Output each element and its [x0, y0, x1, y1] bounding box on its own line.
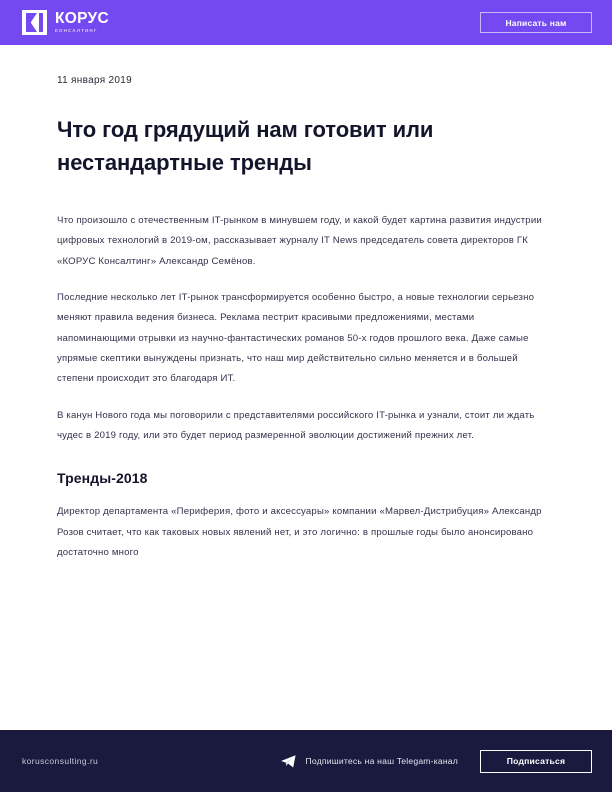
- footer-site-url[interactable]: korusconsulting.ru: [22, 756, 99, 766]
- page-title: Что год грядущий нам готовит или нестандартные тренды: [57, 117, 434, 175]
- write-to-us-button[interactable]: Написать нам: [480, 12, 592, 33]
- telegram-icon: [280, 753, 297, 770]
- site-footer: [0, 730, 612, 792]
- article-paragraph-1: Что произошло с отечественным IT-рынком в минувшем году, и какой будет картина развития индустрии цифровых технологий в 2019-ом, рассказывает журналу IT News председатель совета директоров ГК «КОРУС Консалтинг» Александр Семёнов.: [57, 215, 542, 267]
- article-section-heading: Тренды-2018: [57, 470, 148, 487]
- site-header: [0, 0, 612, 45]
- subscribe-button[interactable]: Подписаться: [480, 750, 592, 773]
- brand-text: [55, 11, 109, 33]
- brand-subtitle: КОНСАЛТИНГ: [55, 27, 98, 33]
- article-content: [0, 45, 612, 730]
- telegram-promo: [280, 753, 458, 770]
- brand-name: КОРУС: [55, 10, 109, 28]
- brand-logo[interactable]: [22, 10, 109, 35]
- logo-bar-right: [39, 13, 43, 32]
- article-paragraph-3: В канун Нового года мы поговорили с представителями российского IT-рынка и узнали, стоит ли ждать чудес в 2019 году, или это будет период размеренной эволюции достижений прежних лет.: [57, 409, 535, 442]
- article-paragraph-2: Последние несколько лет IT-рынок трансформируется особенно быстро, а новые технологии серьезно меняют правила ведения бизнеса. Реклама пестрит красивыми предложениями, местами напоминающими отрывки из научно-фантастических романов 50-х годов прошлого века. Даже самые упрямые скептики вынуждены признать, что наш мир действительно сильно меняется и в большей степени происходит это благодаря ИТ.: [57, 292, 535, 385]
- korus-logo-icon: [22, 10, 47, 35]
- logo-wedge-top: [31, 13, 37, 22]
- article-date: 11 января 2019: [57, 75, 132, 86]
- article-paragraph-4: Директор департамента «Периферия, фото и аксессуары» компании «Марвел-Дистрибуция» Александр Розов считает, что как таковых новых явлений нет, и это логично: в прошлые годы было анонсировано достаточно много: [57, 506, 542, 559]
- logo-wedge-bottom: [31, 23, 37, 32]
- telegram-promo-text: Подпишитесь на наш Telegam-канал: [305, 756, 458, 766]
